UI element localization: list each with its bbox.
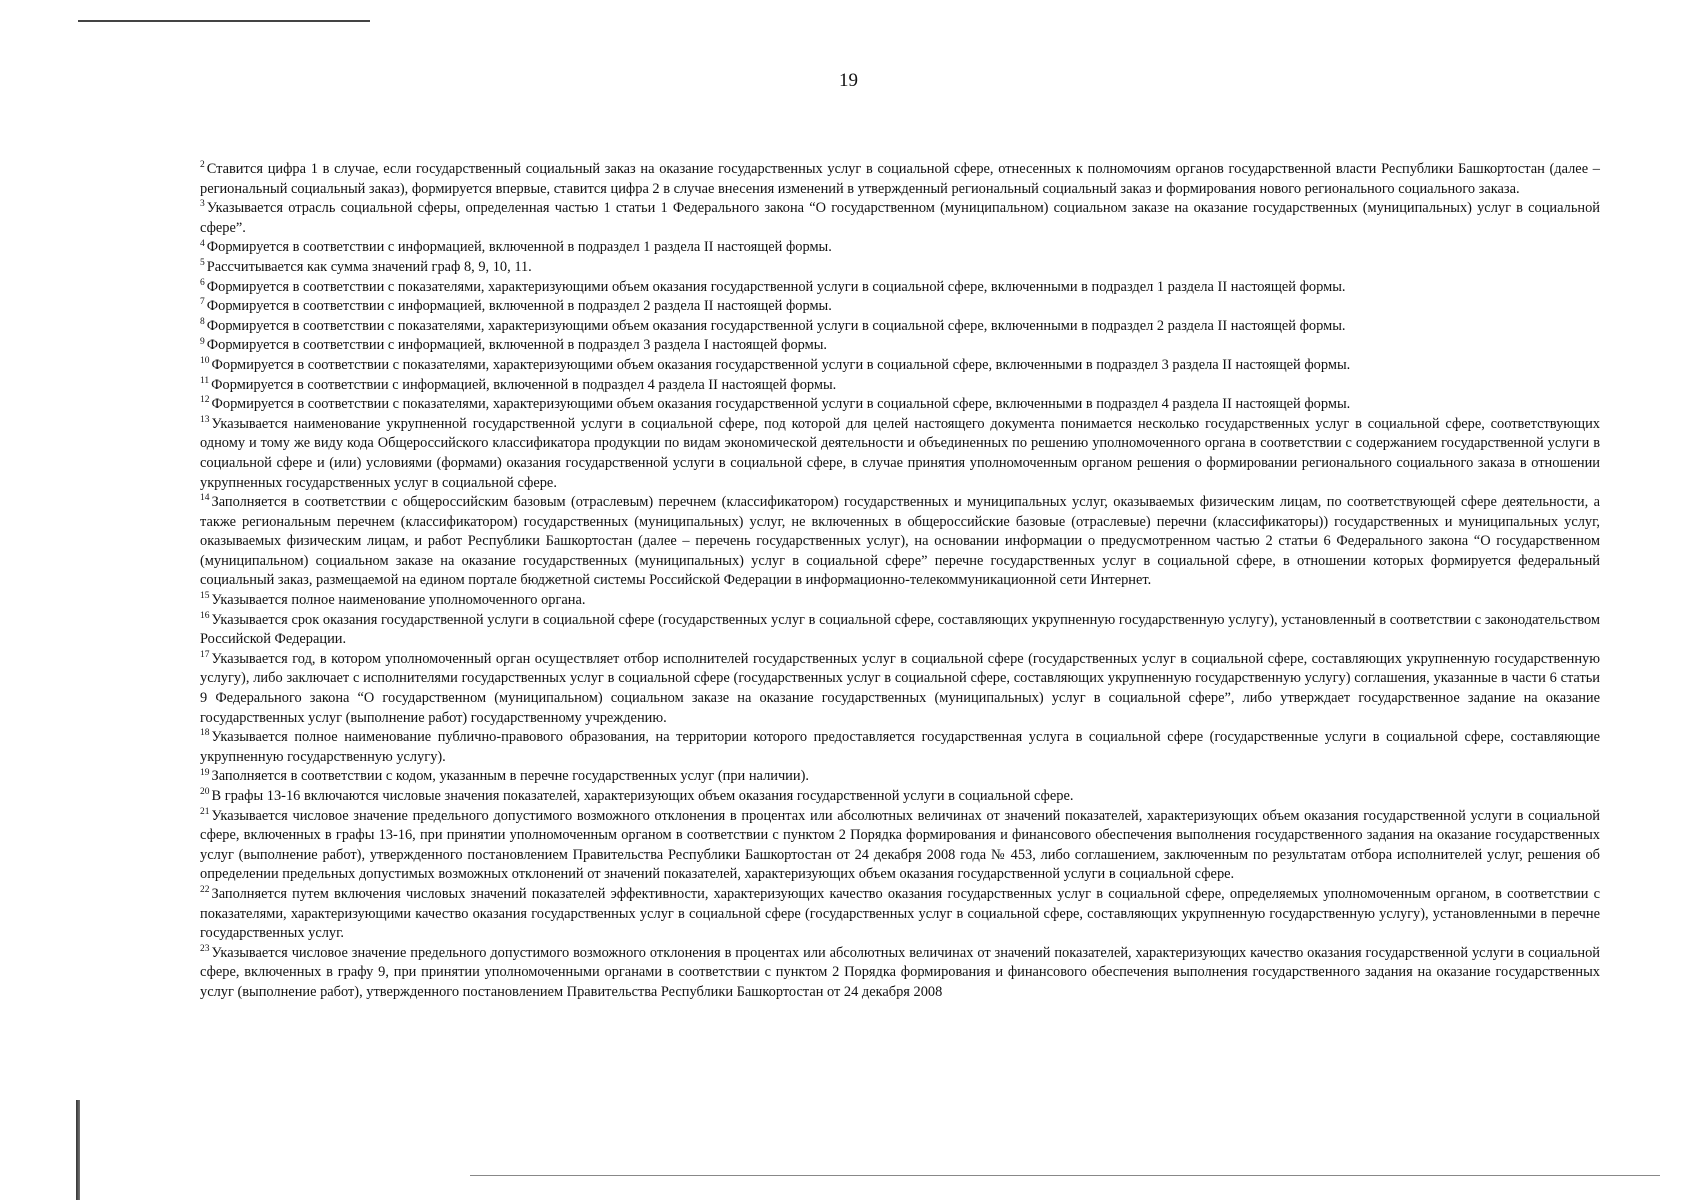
footnote-marker: 12 bbox=[200, 395, 210, 406]
scan-artifact-left-edge bbox=[76, 1100, 80, 1200]
footnote bbox=[200, 278, 1600, 298]
footnote bbox=[200, 944, 1600, 1003]
footnote-text: Формируется в соответствии с показателями, характеризующими объем оказания государственной услуги в социальной сфере, включенными в подраздел 2 раздела II настоящей формы. bbox=[206, 317, 1346, 334]
footnote bbox=[200, 356, 1600, 376]
footnote-text: Рассчитывается как сумма значений граф 8, 9, 10, 11. bbox=[206, 258, 532, 275]
footnote-text: Указывается полное наименование уполномоченного органа. bbox=[211, 592, 586, 609]
footnote-marker: 3 bbox=[200, 199, 205, 210]
footnote bbox=[200, 787, 1600, 807]
footnote-marker: 15 bbox=[200, 591, 210, 602]
footnote bbox=[200, 297, 1600, 317]
footnote-marker: 17 bbox=[200, 650, 210, 661]
footnote bbox=[200, 415, 1600, 493]
footnote-marker: 23 bbox=[200, 943, 210, 954]
footnote-text: Заполняется путем включения числовых значений показателей эффективности, характеризующих качество оказания государственных услуг в социальной сфере, определяемых уполномоченным органом, в соответствии с показателями, характеризующими качество оказания государственных услуг в социальной сфере (государственных услуг в социальной сфере, составляющих укрупненную государственную услугу), установленными в перечне государственных услуг. bbox=[200, 885, 1600, 942]
footnote-text: Указывается полное наименование публично-правового образования, на территории которого предоставляется государственная услуга в социальной сфере (государственные услуги в социальной сфере, составляющие укрупненную государственную услугу). bbox=[200, 729, 1600, 765]
footnote-marker: 16 bbox=[200, 610, 210, 621]
footnote-marker: 7 bbox=[200, 297, 205, 308]
footnote-marker: 19 bbox=[200, 767, 210, 778]
scan-artifact-top-line bbox=[78, 20, 370, 22]
footnote bbox=[200, 728, 1600, 767]
footnote-text: Формируется в соответствии с информацией, включенной в подраздел 3 раздела I настоящей формы. bbox=[206, 337, 828, 354]
footnote-text: Формируется в соответствии с показателями, характеризующими объем оказания государственной услуги в социальной сфере, включенными в подраздел 3 раздела II настоящей формы. bbox=[211, 356, 1351, 373]
footnote-text: Формируется в соответствии с показателями, характеризующими объем оказания государственной услуги в социальной сфере, включенными в подраздел 1 раздела II настоящей формы. bbox=[206, 278, 1346, 295]
footnote bbox=[200, 376, 1600, 396]
footnote-text: Указывается срок оказания государственной услуги в социальной сфере (государственных услуг в социальной сфере, составляющих укрупненную государственную услугу), установленный в соответствии с законодательством Российской Федерации. bbox=[200, 611, 1600, 648]
footnote bbox=[200, 258, 1600, 278]
footnotes-list bbox=[200, 160, 1600, 1003]
footnote-text: Формируется в соответствии с показателями, характеризующими объем оказания государственной услуги в социальной сфере, включенными в подраздел 4 раздела II настоящей формы. bbox=[211, 396, 1351, 413]
footnote bbox=[200, 591, 1600, 611]
footnote bbox=[200, 767, 1600, 787]
footnote-text: Заполняется в соответствии с общероссийским базовым (отраслевым) перечнем (классификатором) государственных и муниципальных услуг, оказываемых физическим лицам, по соответствующей сфере деятельности, а также региональным перечнем (классификатором) государственных (муниципальных) услуг, не включенных в общероссийские базовые (отраслевые) перечни (классификаторы)) государственных и муниципальных услуг, оказываемых физическим лицам, и работ Республики Башкортостан (далее – перечень государственных услуг), на основании информации о предусмотренном частью 2 статьи 6 Федерального закона “О государственном (муниципальном) социальном заказе на оказание государственных (муниципальных) услуг в социальной сфере” перечне государственных услуг в социальной сфере, в отношении которых формируется федеральный социальный заказ, размещаемой на едином портале бюджетной системы Российской Федерации в информационно-телекоммуникационной сети Интернет. bbox=[200, 494, 1600, 589]
footnote bbox=[200, 238, 1600, 258]
footnote-marker: 9 bbox=[200, 336, 205, 347]
footnote bbox=[200, 336, 1600, 356]
footnote-text: Указывается отрасль социальной сферы, определенная частью 1 статьи 1 Федерального закона “О государственном (муниципальном) социальном заказе на оказание государственных (муниципальных) услуг в социальной сфере”. bbox=[200, 200, 1600, 236]
footnote-marker: 22 bbox=[200, 885, 210, 896]
footnote-marker: 13 bbox=[200, 414, 210, 425]
footnote bbox=[200, 317, 1600, 337]
footnote-text: В графы 13-16 включаются числовые значения показателей, характеризующих объем оказания государственной услуги в социальной сфере. bbox=[211, 788, 1074, 804]
footnote bbox=[200, 611, 1600, 650]
footnote-marker: 18 bbox=[200, 728, 210, 739]
footnote bbox=[200, 199, 1600, 238]
footnote bbox=[200, 650, 1600, 728]
page-number: 19 bbox=[839, 70, 858, 91]
footnote bbox=[200, 160, 1600, 199]
footnote-marker: 5 bbox=[200, 258, 205, 269]
footnote-text: Указывается числовое значение предельного допустимого возможного отклонения в процентах или абсолютных величинах от значений показателей, характеризующих качество оказания государственной услуги в социальной сфере, включенных в графу 9, при принятии уполномоченными органами в соответствии с пунктом 2 Порядка формирования и финансового обеспечения выполнения государственного задания на оказание государственных услуг (выполнение работ), утвержденного постановлением Правительства Республики Башкортостан от 24 декабря 2008 bbox=[200, 944, 1600, 1000]
scan-artifact-bottom-line bbox=[470, 1175, 1660, 1176]
footnote-text: Указывается год, в котором уполномоченный орган осуществляет отбор исполнителей государственных услуг в социальной сфере (государственных услуг в социальной сфере, составляющих укрупненную государственную услугу), либо заключает с исполнителями государственных услуг в социальной сфере (государственных услуг в социальной сфере, составляющих укрупненную государственную услугу) соглашения, указанные в части 6 статьи 9 Федерального закона “О государственном (муниципальном) социальном заказе на оказание государственных (муниципальных) услуг в социальной сфере”, либо утверждает государственное задание на оказание государственных услуг (выполнение работ) государственному учреждению. bbox=[200, 650, 1600, 726]
footnote bbox=[200, 807, 1600, 885]
footnote-marker: 21 bbox=[200, 806, 210, 817]
footnote-marker: 20 bbox=[200, 787, 210, 798]
footnote-marker: 8 bbox=[200, 316, 205, 327]
footnote-marker: 14 bbox=[200, 493, 210, 504]
footnote-text: Ставится цифра 1 в случае, если государственный социальный заказ на оказание государственных услуг в социальной сфере, отнесенных к полномочиям органов государственной власти Республики Башкортостан (далее – региональный социальный заказ), формируется впервые, ставится цифра 2 в случае внесения изменений в утвержденный региональный социальный заказ и формирования нового регионального социального заказа. bbox=[200, 161, 1600, 197]
footnote-marker: 10 bbox=[200, 356, 210, 367]
footnote-text: Заполняется в соответствии с кодом, указанным в перечне государственных услуг (при наличии). bbox=[211, 768, 809, 785]
footnote bbox=[200, 493, 1600, 591]
footnote-text: Указывается числовое значение предельного допустимого возможного отклонения в процентах или абсолютных величинах от значений показателей, характеризующих объем оказания государственной услуги в социальной сфере, включенных в графы 13-16, при принятии уполномоченным органом в соответствии с пунктом 2 Порядка формирования и финансового обеспечения выполнения государственного задания на оказание государственных услуг (выполнение работ), утвержденного постановлением Правительства Республики Башкортостан от 24 декабря 2008 года № 453, либо соглашением, заключенным по результатам отбора исполнителей услуг, решения об определении предельных допустимых возможных отклонений от значений показателей, характеризующих объем оказания государственной услуги в социальной сфере. bbox=[200, 807, 1600, 883]
footnote bbox=[200, 885, 1600, 944]
footnote-text: Формируется в соответствии с информацией, включенной в подраздел 4 раздела II настоящей формы. bbox=[211, 376, 837, 393]
footnote-text: Формируется в соответствии с информацией, включенной в подраздел 1 раздела II настоящей формы. bbox=[206, 239, 832, 256]
footnote-marker: 2 bbox=[200, 160, 205, 171]
footnote-text: Формируется в соответствии с информацией, включенной в подраздел 2 раздела II настоящей формы. bbox=[206, 298, 832, 315]
footnote-text: Указывается наименование укрупненной государственной услуги в социальной сфере, под которой для целей настоящего документа понимается несколько государственных услуг в социальной сфере, соответствующих одному и тому же виду кода Общероссийского классификатора продукции по видам экономической деятельности и объединенных по решению уполномоченного органа в соответствии с содержанием государственной услуги в социальной сфере и (или) условиями (формами) оказания государственной услуги в социальной сфере, в случае принятия уполномоченным органом решения о формировании регионального социального заказа в отношении укрупненных государственных услуг в социальной сфере. bbox=[200, 415, 1600, 491]
footnote-marker: 6 bbox=[200, 277, 205, 288]
footnote bbox=[200, 395, 1600, 415]
footnote-marker: 11 bbox=[200, 375, 210, 386]
footnote-marker: 4 bbox=[200, 238, 205, 249]
